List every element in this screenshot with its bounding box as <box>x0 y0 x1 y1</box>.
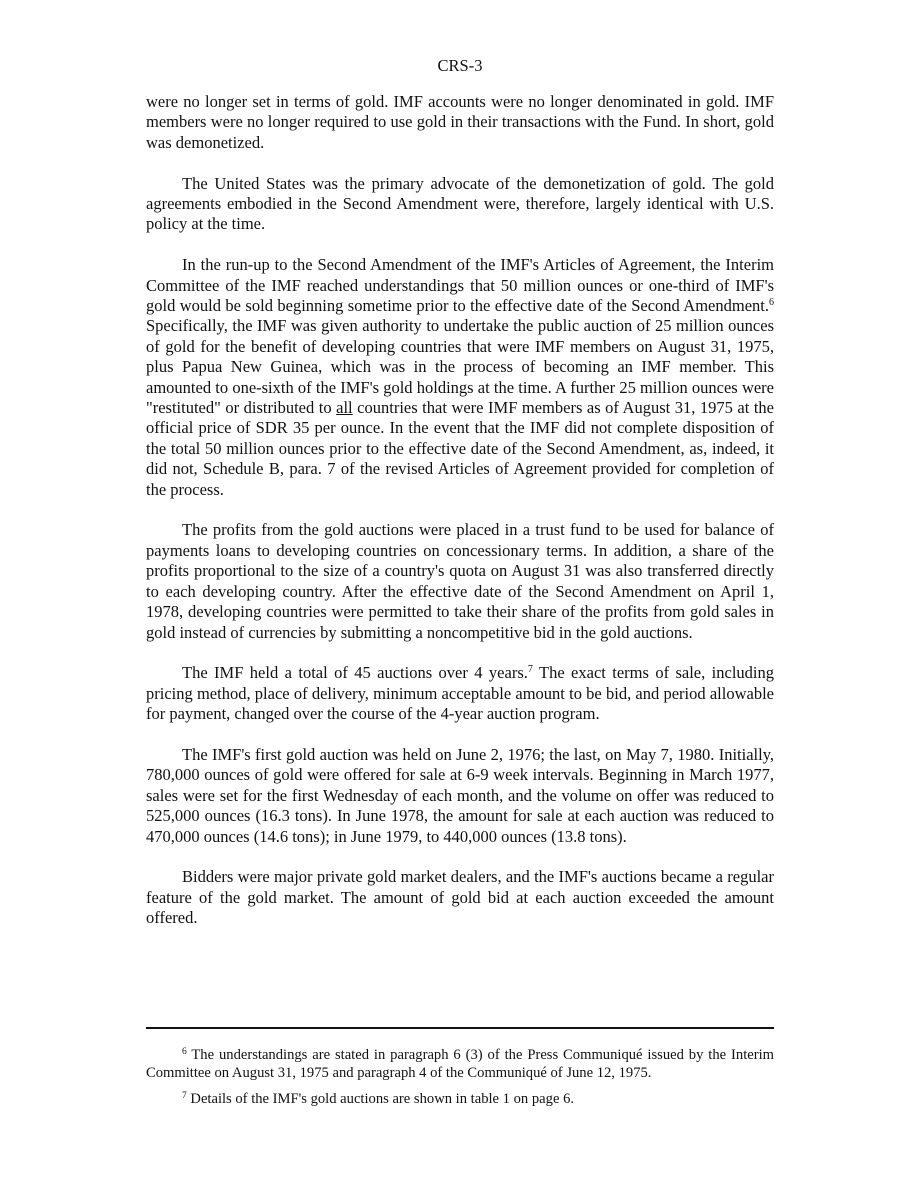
footnotes <box>146 1046 774 1116</box>
text-segment: The exact terms of sale, including pricing method, place of delivery, minimum acceptable amount to be bid, and period allowable for payment, changed over the course of the 4-year auction program. <box>146 663 774 724</box>
footnote-ref-7[interactable]: 7 <box>527 664 533 676</box>
paragraph-auction-count <box>146 663 774 724</box>
footnote-divider <box>146 1027 774 1029</box>
text-segment: The IMF held a total of 45 auctions over 4 years. <box>182 663 528 683</box>
paragraph-second-amendment <box>146 255 774 500</box>
footnote-text: The understandings are stated in paragraph 6 (3) of the Press Communiqué issued by the Interim Committee on August 31, 1975 and paragraph 4 of the Communiqué of June 12, 1975. <box>146 1047 774 1081</box>
footnote-number: 6 <box>182 1047 187 1057</box>
paragraph-trust-fund: The profits from the gold auctions were placed in a trust fund to be used for balance of payments loans to developing countries on concessionary terms. In addition, a share of the profits proportional to the size of a country's quota on August 31 was also transferred directly to each developing country. After the effective date of the Second Amendment on April 1, 1978, developing countries were permitted to take their share of the profits from gold sales in gold instead of currencies by submitting a noncompetitive bid in the gold auctions. <box>146 520 774 642</box>
body-text <box>146 92 774 949</box>
paragraph-auction-schedule: The IMF's first gold auction was held on June 2, 1976; the last, on May 7, 1980. Initially, 780,000 ounces of gold were offered for sale at 6-9 week intervals. Beginning in March 1977, sales were set for the first Wednesday of each month, and the volume on offer was reduced to 525,000 ounces (16.3 tons). In June 1978, the amount for sale at each auction was reduced to 470,000 ounces (14.6 tons); in June 1979, to 440,000 ounces (13.8 tons). <box>146 744 774 846</box>
paragraph-us-advocate: The United States was the primary advocate of the demonetization of gold. The gold agreements embodied in the Second Amendment were, therefore, largely identical with U.S. policy at the time. <box>146 173 774 234</box>
underlined-text: all <box>336 398 353 418</box>
paragraph-demonetization: were no longer set in terms of gold. IMF accounts were no longer denominated in gold. IMF members were no longer required to use gold in their transactions with the Fund. In short, gold was demonetized. <box>146 92 774 152</box>
footnote-number: 7 <box>182 1091 187 1101</box>
footnote-7 <box>146 1090 774 1108</box>
paragraph-bidders: Bidders were major private gold market dealers, and the IMF's auctions became a regular feature of the gold market. The amount of gold bid at each auction exceeded the amount offered. <box>146 867 774 928</box>
footnote-ref-6[interactable]: 6 <box>769 297 774 309</box>
footnote-6 <box>146 1046 774 1082</box>
text-segment: countries that were IMF members as of August 31, 1975 at the official price of SDR 35 per ounce. In the event that the IMF did not complete disposition of the total 50 million ounces prior to the effective date of the Second Amendment, as, indeed, it did not, Schedule B, para. 7 of the revised Articles of Agreement provided for completion of the process. <box>146 398 775 499</box>
page-header: CRS-3 <box>437 56 483 75</box>
footnote-text: Details of the IMF's gold auctions are shown in table 1 on page 6. <box>186 1091 575 1107</box>
text-segment: Specifically, the IMF was given authority to undertake the public auction of 25 million ounces of gold for the benefit of developing countries that were IMF members on August 31, 1975, plus Papua New Guinea, which was in the process of becoming an IMF member. This amounted to one-sixth of the IMF's gold holdings at the time. A further 25 million ounces were "restituted" or distributed to <box>146 316 774 418</box>
text-segment: In the run-up to the Second Amendment of the IMF's Articles of Agreement, the Interim Committee of the IMF reached understandings that 50 million ounces or one-third of IMF's gold would be sold beginning sometime prior to the effective date of the Second Amendment. <box>146 255 774 316</box>
